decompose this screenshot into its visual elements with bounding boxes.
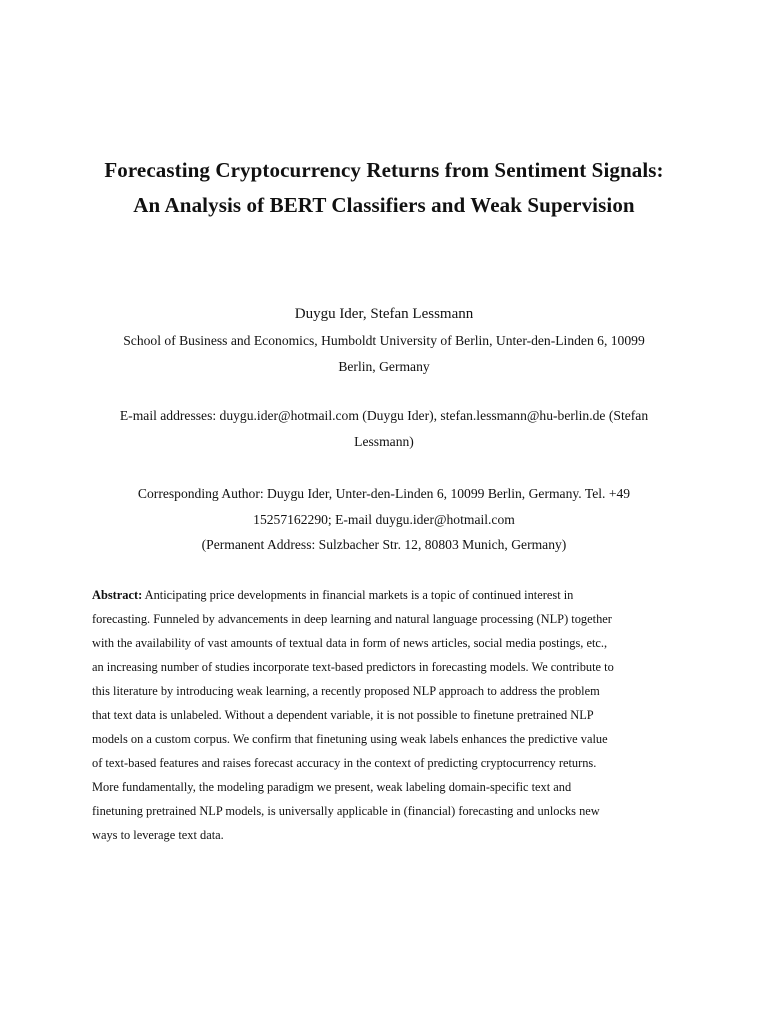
- corresponding-author-line-2: 15257162290; E-mail duygu.ider@hotmail.com: [253, 512, 515, 527]
- email-line-2: Lessmann): [354, 434, 414, 449]
- abstract-label: Abstract:: [92, 588, 143, 602]
- abstract-line: More fundamentally, the modeling paradigm we present, weak labeling domain-specific text and: [92, 780, 572, 794]
- affiliation-line-2: Berlin, Germany: [338, 359, 430, 374]
- abstract-line: finetuning pretrained NLP models, is universally applicable in (financial) forecasting and unlocks new: [92, 804, 600, 818]
- abstract-line: models on a custom corpus. We confirm that finetuning using weak labels enhances the predictive value: [92, 732, 608, 746]
- corresponding-author-line-1: Corresponding Author: Duygu Ider, Unter-den-Linden 6, 10099 Berlin, Germany. Tel. +49: [137, 486, 631, 501]
- paper-title-line-2: An Analysis of BERT Classifiers and Weak Supervision: [133, 193, 635, 217]
- abstract: [92, 583, 692, 847]
- email-line-1: E-mail addresses: duygu.ider@hotmail.com (Duygu Ider), stefan.lessmann@hu-berlin.de (Stefan: [119, 408, 649, 423]
- affiliation-line-1: School of Business and Economics, Humboldt University of Berlin, Unter-den-Linden 6, 10099: [123, 333, 645, 348]
- abstract-line: ways to leverage text data.: [92, 828, 224, 842]
- abstract-line: an increasing number of studies incorporate text-based predictors in forecasting models. We contribute to: [92, 660, 614, 674]
- abstract-line: this literature by introducing weak learning, a recently proposed NLP approach to address the problem: [92, 684, 600, 698]
- authors: Duygu Ider, Stefan Lessmann: [294, 306, 474, 322]
- abstract-text: Anticipating price developments in financial markets is a topic of continued interest in: [142, 588, 574, 602]
- permanent-address: (Permanent Address: Sulzbacher Str. 12, 80803 Munich, Germany): [201, 537, 567, 552]
- abstract-line: with the availability of vast amounts of textual data in form of news articles, social media postings, etc.,: [92, 636, 608, 650]
- paper-title-line-1: Forecasting Cryptocurrency Returns from Sentiment Signals:: [104, 158, 664, 182]
- abstract-line: of text-based features and raises forecast accuracy in the context of predicting cryptocurrency returns.: [92, 756, 597, 770]
- abstract-line: that text data is unlabeled. Without a dependent variable, it is not possible to finetune pretrained NLP: [92, 708, 594, 722]
- abstract-line: [92, 583, 692, 607]
- abstract-line: forecasting. Funneled by advancements in deep learning and natural language processing (NLP) together: [92, 612, 612, 626]
